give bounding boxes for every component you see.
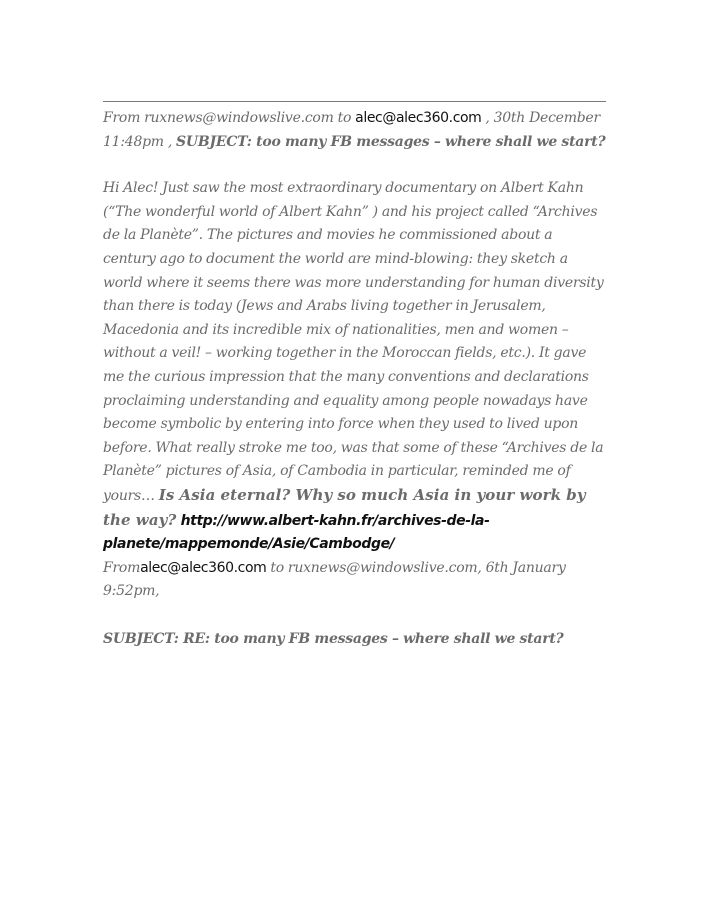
email-body bbox=[103, 177, 606, 557]
email-header bbox=[103, 107, 606, 154]
to-address-link[interactable]: alec@alec360.com bbox=[355, 110, 482, 126]
reply-from-prefix: From bbox=[103, 559, 141, 576]
email-subject: SUBJECT: too many FB messages – where shall we start? bbox=[176, 133, 606, 150]
body-text: Hi Alec! Just saw the most extraordinary documentary on Albert Kahn (“The wonderful world of Albert Kahn” ) and his project called “Archives de la Planète”. The pictures and movies he commissioned about a century ago to document the world are mind-blowing: they sketch a world where it seems there was more understanding for human diversity than there is today (Jews and Arabs living together in Jerusalem, Macedonia and its incredible mix of nationalities, men and women – without a veil! – working together in the Moroccan fields, etc.). It gave me the curious impression that the many conventions and declarations proclaiming understanding and equality among people nowadays have become symbolic by entering into force when they used to lived upon before. What really stroke me too, was that some of these “Archives de la Planète” pictures of Asia, of Cambodia in particular, reminded me of yours… bbox=[103, 180, 604, 504]
reply-subject: SUBJECT: RE: too many FB messages – where shall we start? bbox=[103, 630, 564, 647]
highlighted-question: Is Asia eternal? Why so much Asia in your work by the way? bbox=[103, 485, 586, 529]
email-document bbox=[103, 101, 606, 651]
email-date: , 30th December 11:48pm , bbox=[103, 110, 600, 150]
reply-to-and-date: to ruxnews@windowslive.com, 6th January 9:52pm, bbox=[103, 559, 566, 600]
archives-url-link[interactable]: http://www.albert-kahn.fr/archives-de-la-planete/mappemonde/Asie/Cambodge/ bbox=[103, 512, 490, 553]
reply-from-address-link[interactable]: alec@alec360.com bbox=[140, 559, 267, 576]
from-prefix: From ruxnews@windowslive.com to bbox=[103, 110, 356, 126]
horizontal-divider bbox=[103, 101, 606, 102]
reply-header bbox=[103, 557, 606, 604]
